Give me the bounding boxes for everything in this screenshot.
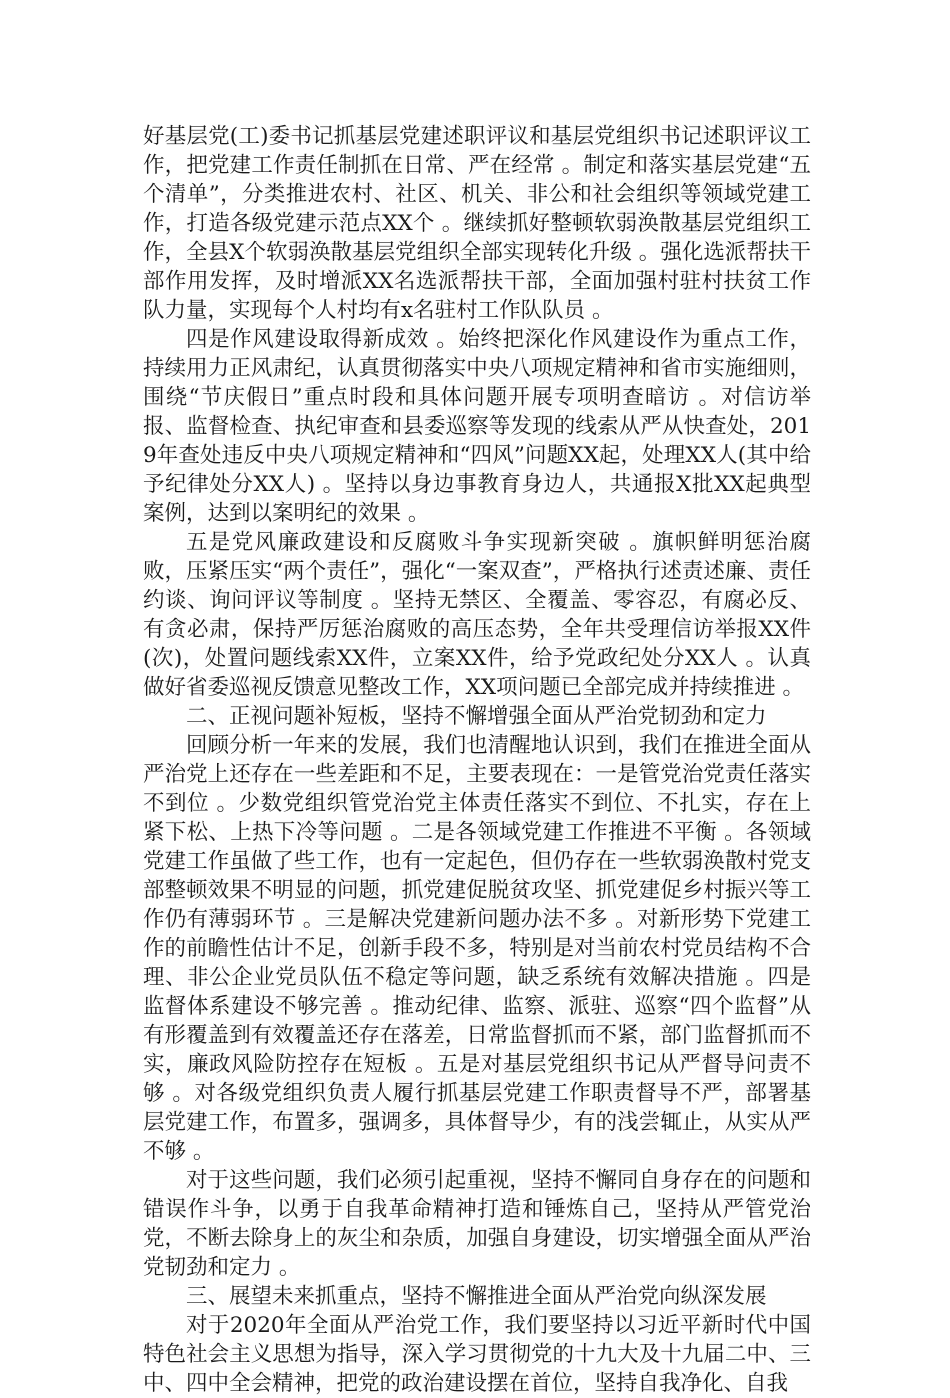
- section-heading-problems: 二、正视问题补短板，坚持不懈增强全面从严治党韧劲和定力: [186, 704, 767, 729]
- paragraph-rural-party-building: 好基层党(工)委书记抓基层党建述职评议和基层党组织书记述职评议工作，把党建工作责任制抓在日常、严在经常 。制定和落实基层党建“五个清单”，分类推进农村、社区、机关、非公和社会组织等领域党建工作，打造各级党建示范点XX个 。继续抓好整顿软弱涣散基层党组织工作，全县X个软弱涣散基层党组织全部实现转化升级 。强化选派帮扶干部作用发挥，及时增派XX名选派帮扶干部，全面加强村驻村扶贫工作队力量，实现每个人村均有x名驻村工作队队员 。: [143, 124, 811, 323]
- paragraph-anti-corruption: 五是党风廉政建设和反腐败斗争实现新突破 。旗帜鲜明惩治腐败，压紧压实“两个责任”，强化“一案双查”，严格执行述责述廉、责任约谈、询问评议等制度 。坚持无禁区、全覆盖、零容忍，有腐必反、有贪必肃，保持严厉惩治腐败的高压态势，全年共受理信访举报XX件(次)，处置问题线索XX件，立案XX件，给予党政纪处分XX人 。认真做好省委巡视反馈意见整改工作，XX项问题已全部完成并持续推进 。: [143, 530, 811, 700]
- paragraph-outlook-2020: 对于2020年全面从严治党工作，我们要坚持以习近平新时代中国特色社会主义思想为指导，深入学习贯彻党的十九大及十九届二中、三中、四中全会精神，把党的政治建设摆在首位，坚持自我净化、自我: [143, 1313, 811, 1396]
- paragraph-problems-response: 对于这些问题，我们必须引起重视，坚持不懈同自身存在的问题和错误作斗争，以勇于自我革命精神打造和锤炼自己，坚持从严管党治党，不断去除身上的灰尘和杂质，加强自身建设，切实增强全面从严治党韧劲和定力 。: [143, 1168, 811, 1280]
- paragraph-work-style: 四是作风建设取得新成效 。始终把深化作风建设作为重点工作，持续用力正风肃纪，认真贯彻落实中央八项规定精神和省市实施细则，围绕“节庆假日”重点时段和具体问题开展专项明查暗访 。对信访举报、监督检查、执纪审查和县委巡察等发现的线索从严从快查处，2019年查处违反中央八项规定精神和“四风”问题XX起，处理XX人(其中给予纪律处分XX人) 。坚持以身边事教育身边人，共通报X批XX起典型案例，达到以案明纪的效果 。: [143, 327, 811, 526]
- section-heading-outlook: 三、展望未来抓重点，坚持不懈推进全面从严治党向纵深发展: [186, 1284, 767, 1309]
- document-page: [143, 122, 811, 1398]
- paragraph-problems-review: 回顾分析一年来的发展，我们也清醒地认识到，我们在推进全面从严治党上还存在一些差距和不足，主要表现在：一是管党治党责任落实不到位 。少数党组织管党治党主体责任落实不到位、不扎实，存在上紧下松、上热下冷等问题 。二是各领域党建工作推进不平衡 。各领域党建工作虽做了些工作，也有一定起色，但仍存在一些软弱涣散村党支部整顿效果不明显的问题，抓党建促脱贫攻坚、抓党建促乡村振兴等工作仍有薄弱环节 。三是解决党建新问题办法不多 。对新形势下党建工作的前瞻性估计不足，创新手段不多，特别是对当前农村党员结构不合理、非公企业党员队伍不稳定等问题，缺乏系统有效解决措施 。四是监督体系建设不够完善 。推动纪律、监察、派驻、巡察“四个监督”从有形覆盖到有效覆盖还存在落差，日常监督抓而不紧，部门监督抓而不实，廉政风险防控存在短板 。五是对基层党组织书记从严督导问责不够 。对各级党组织负责人履行抓基层党建工作职责督导不严，部署基层党建工作，布置多，强调多，具体督导少，有的浅尝辄止，从实从严不够 。: [143, 733, 811, 1164]
